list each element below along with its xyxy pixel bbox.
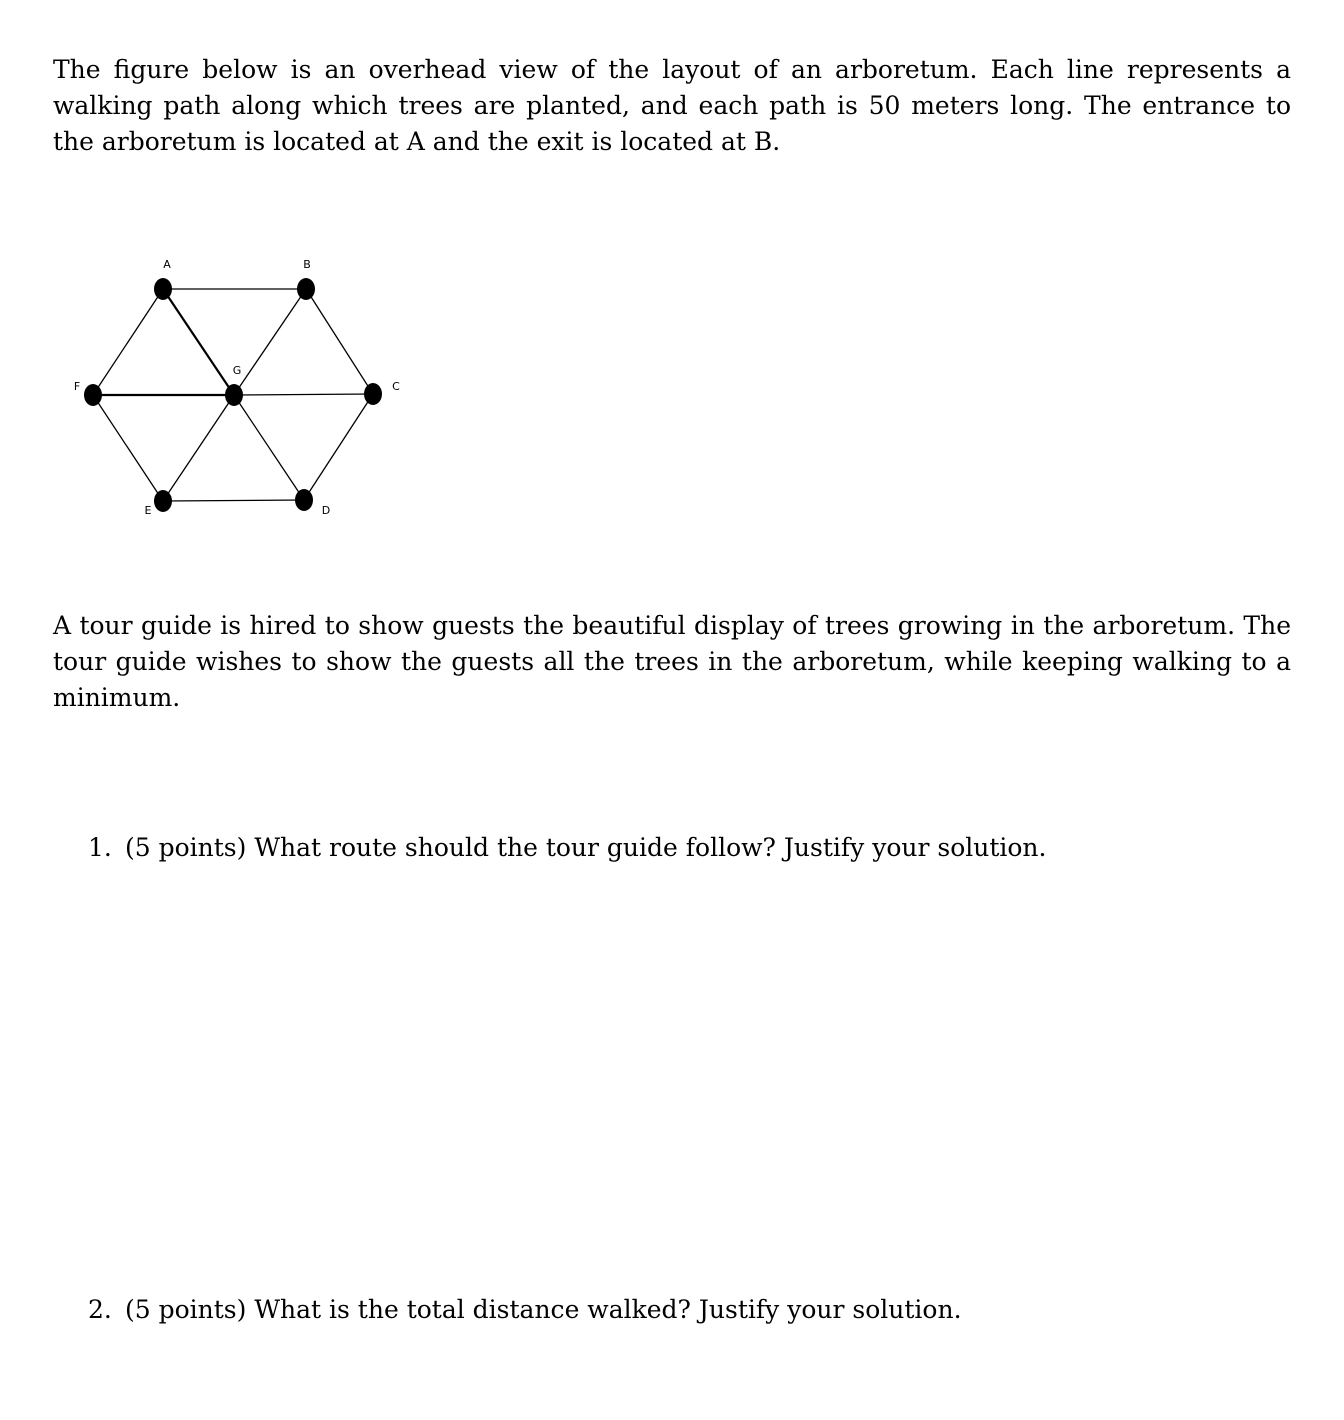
edge-E-G: [163, 395, 234, 501]
edge-D-E: [163, 500, 304, 501]
question-1-number: 1.: [88, 833, 112, 862]
question-2-number: 2.: [88, 1295, 112, 1324]
vertex-F: [84, 384, 102, 406]
vertex-C: [364, 383, 382, 405]
edge-D-G: [234, 395, 304, 500]
vertex-label-G: G: [232, 364, 242, 377]
edge-B-G: [234, 289, 306, 395]
vertex-label-F: F: [73, 380, 81, 393]
vertex-G: [225, 384, 243, 406]
vertex-A: [154, 278, 172, 300]
edge-C-D: [304, 394, 373, 500]
vertex-label-D: D: [321, 504, 331, 517]
vertex-D: [295, 489, 313, 511]
edge-B-C: [306, 289, 373, 394]
question-2-text: (5 points) What is the total distance walked? Justify your solution.: [125, 1295, 962, 1324]
edge-C-G: [234, 394, 373, 395]
edge-F-A: [93, 289, 163, 395]
edge-E-F: [93, 395, 163, 501]
vertex-E: [154, 490, 172, 512]
intro-paragraph: The figure below is an overhead view of the layout of an arboretum. Each line represents a walking path along which trees are planted, and each path is 50 meters long. The entrance to the arboretum is located at A and the exit is located at B.: [53, 55, 1291, 156]
vertex-B: [297, 278, 315, 300]
question-2: [88, 1292, 962, 1328]
vertex-label-A: A: [163, 258, 171, 271]
tour-paragraph: A tour guide is hired to show guests the beautiful display of trees growing in the arboretum. The tour guide wishes to show the guests all the trees in the arboretum, while keeping walking to a minimum.: [53, 611, 1291, 712]
vertex-label-E: E: [144, 504, 152, 517]
edge-A-G: [163, 289, 234, 395]
question-1: [88, 830, 1046, 866]
vertex-label-B: B: [303, 258, 311, 271]
vertex-label-C: C: [392, 380, 400, 393]
question-1-text: (5 points) What route should the tour guide follow? Justify your solution.: [125, 833, 1047, 862]
